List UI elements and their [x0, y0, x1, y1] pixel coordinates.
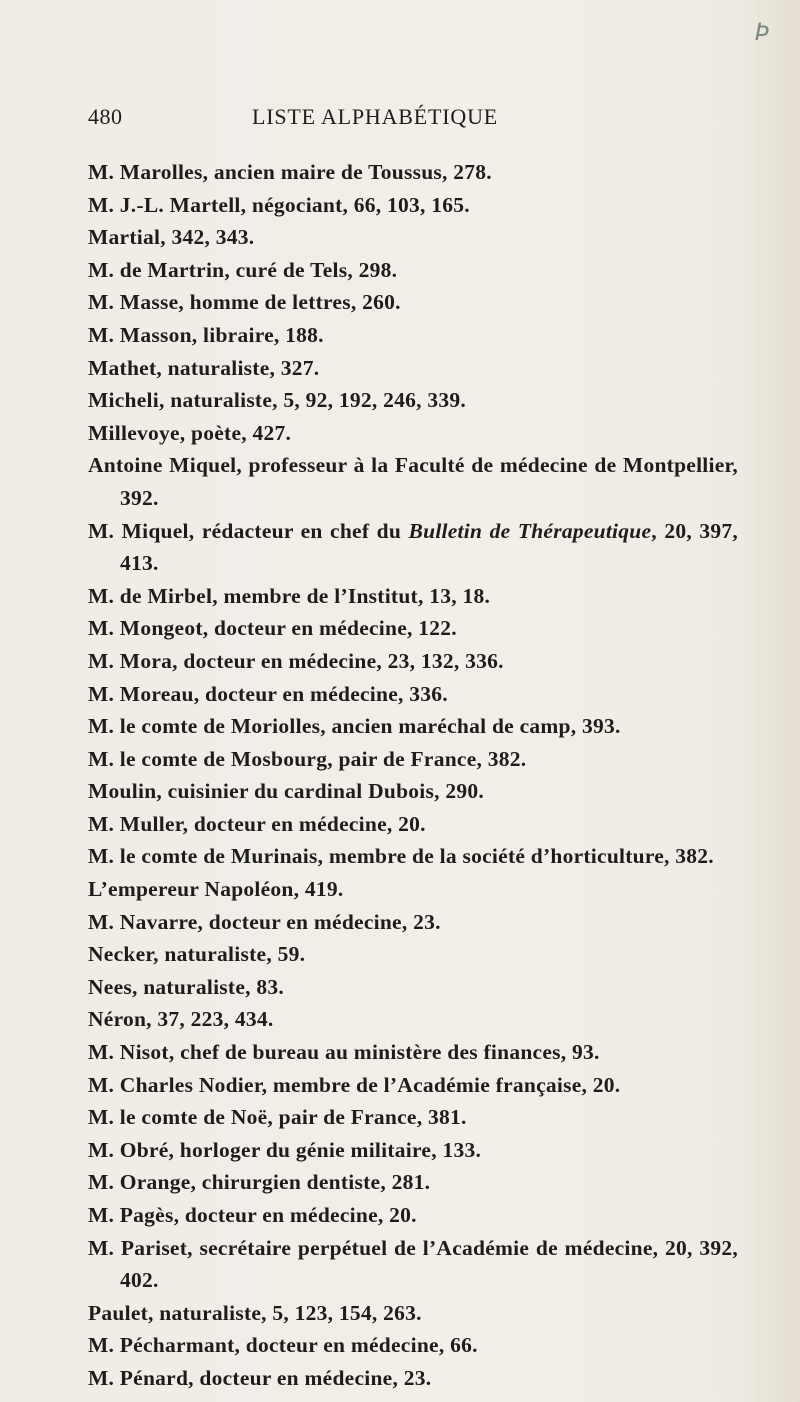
index-entry: Millevoye, poète, 427. [88, 420, 292, 445]
index-entry: M. Marolles, ancien maire de Toussus, 278. [88, 160, 492, 184]
index-entry: M. le comte de Murinais, membre de la société d’horticulture, 382. [88, 844, 714, 869]
index-entry: Néron, 37, 223, 434. [88, 1007, 274, 1032]
entry-italic-title: Bulletin de Thérapeutique [408, 518, 652, 543]
index-entry: M. de Mirbel, membre de l’Institut, 13, 18. [88, 583, 491, 608]
index-entry: M. Nisot, chef de bureau au ministère des finances, 93. [88, 1040, 600, 1065]
index-entry [88, 515, 738, 580]
handwritten-margin-mark: Þ [754, 18, 770, 46]
index-entry: Necker, naturaliste, 59. [88, 942, 306, 967]
index-entry: M. Orange, chirurgien dentiste, 281. [88, 1170, 431, 1195]
index-entry: M. Moreau, docteur en médecine, 336. [88, 681, 448, 706]
index-entry: M. Pénard, docteur en médecine, 23. [88, 1365, 432, 1390]
page-header [88, 104, 708, 134]
index-entry: M. le comte de Noë, pair de France, 381. [88, 1105, 467, 1130]
index-entries [88, 156, 738, 1395]
index-entry: M. J.-L. Martell, négociant, 66, 103, 165. [88, 192, 470, 217]
index-entry: M. le comte de Mosbourg, pair de France, 382. [88, 746, 527, 771]
page-number: 480 [88, 104, 123, 129]
entry-text: , 20, 397, 413. [120, 518, 738, 576]
index-entry: Martial, 342, 343. [88, 225, 255, 250]
entry-text: M. Miquel, rédacteur en chef du [88, 518, 409, 543]
index-entry: Moulin, cuisinier du cardinal Dubois, 290. [88, 779, 484, 804]
index-entry: Paulet, naturaliste, 5, 123, 154, 263. [88, 1300, 422, 1325]
index-entry: M. Navarre, docteur en médecine, 23. [88, 909, 441, 934]
index-entry: M. de Martrin, curé de Tels, 298. [88, 257, 398, 282]
running-title: LISTE ALPHABÉTIQUE [252, 104, 498, 129]
index-entry: Micheli, naturaliste, 5, 92, 192, 246, 339. [88, 388, 467, 413]
index-entry: M. Charles Nodier, membre de l’Académie française, 20. [88, 1072, 621, 1097]
index-entry: M. Pagès, docteur en médecine, 20. [88, 1203, 417, 1227]
index-entry: M. Muller, docteur en médecine, 20. [88, 811, 426, 836]
index-entry: Nees, naturaliste, 83. [88, 974, 284, 999]
index-entry: M. Pariset, secrétaire perpétuel de l’Académie de médecine, 20, 392, 402. [88, 1235, 738, 1293]
index-entry: M. Masson, libraire, 188. [88, 322, 324, 347]
index-entry: M. le comte de Moriolles, ancien maréchal de camp, 393. [88, 714, 621, 739]
index-entry: M. Obré, horloger du génie militaire, 133. [88, 1137, 482, 1162]
index-entry: Mathet, naturaliste, 327. [88, 355, 320, 380]
index-entry: M. Mongeot, docteur en médecine, 122. [88, 616, 457, 641]
index-entry: M. Masse, homme de lettres, 260. [88, 290, 401, 315]
index-entry: M. Pécharmant, docteur en médecine, 66. [88, 1333, 478, 1358]
index-entry: M. Mora, docteur en médecine, 23, 132, 336. [88, 648, 504, 673]
index-entry: Antoine Miquel, professeur à la Faculté de médecine de Montpellier, 392. [88, 453, 738, 510]
index-entry: L’empereur Napoléon, 419. [88, 877, 344, 902]
